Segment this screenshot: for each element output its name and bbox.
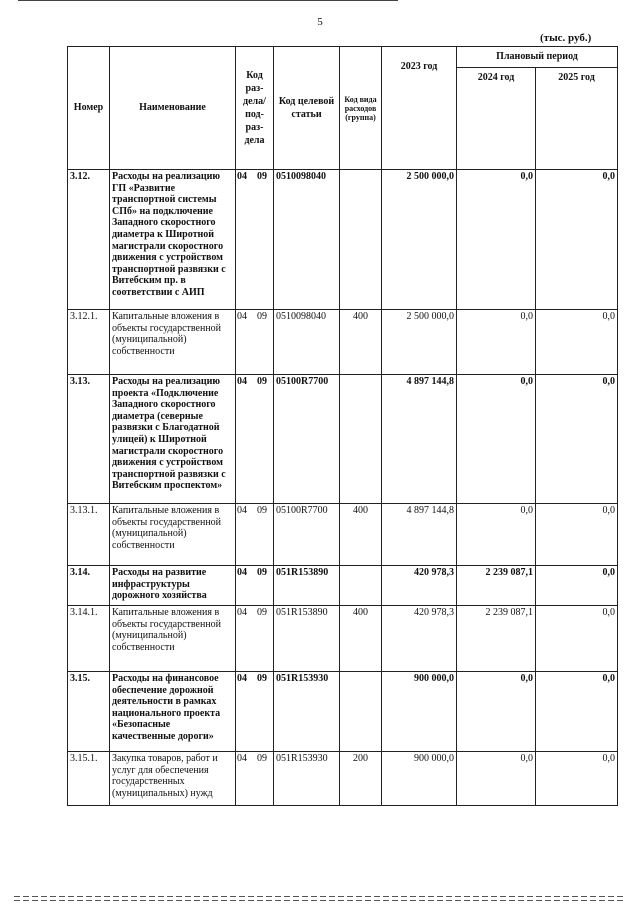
unit-label: (тыс. руб.) bbox=[540, 32, 592, 44]
row-2025: 0,0 bbox=[536, 606, 618, 672]
bottom-rule bbox=[14, 896, 626, 897]
row-number: 3.13. bbox=[68, 375, 110, 504]
header-2024: 2024 год bbox=[457, 68, 536, 170]
section-code: 04 bbox=[237, 607, 247, 618]
row-target: 051R153890 bbox=[274, 566, 340, 606]
subsection-code: 09 bbox=[257, 673, 267, 684]
subsection-code: 09 bbox=[257, 311, 267, 322]
section-code: 04 bbox=[237, 171, 247, 182]
row-2024: 2 239 087,1 bbox=[457, 566, 536, 606]
row-2024: 0,0 bbox=[457, 752, 536, 806]
row-target: 0510098040 bbox=[274, 170, 340, 310]
section-code: 04 bbox=[237, 311, 247, 322]
row-section bbox=[236, 170, 274, 310]
row-2023: 2 500 000,0 bbox=[382, 310, 457, 375]
section-code: 04 bbox=[237, 505, 247, 516]
row-type: 200 bbox=[340, 752, 382, 806]
row-2023: 4 897 144,8 bbox=[382, 504, 457, 566]
header-expense-type: Код вида расходов (группа) bbox=[340, 47, 382, 170]
header-target: Код целевой статьи bbox=[274, 47, 340, 170]
top-rule bbox=[18, 0, 398, 1]
row-2024: 0,0 bbox=[457, 504, 536, 566]
row-number: 3.15. bbox=[68, 672, 110, 752]
row-name: Расходы на реализацию проекта «Подключение Западного скоростного диаметра (северные развязки с Благодатной улицей) к Широтной магистрали скоростного движения с устройством транспортной развязки с Витебским проспектом» bbox=[110, 375, 236, 504]
row-number: 3.15.1. bbox=[68, 752, 110, 806]
row-name: Закупка товаров, работ и услуг для обеспечения государственных (муниципальных) нужд bbox=[110, 752, 236, 806]
row-target: 051R153930 bbox=[274, 752, 340, 806]
header-2023: 2023 год bbox=[382, 47, 457, 170]
row-2025: 0,0 bbox=[536, 504, 618, 566]
row-2023: 420 978,3 bbox=[382, 566, 457, 606]
row-number: 3.14. bbox=[68, 566, 110, 606]
bottom-rule bbox=[14, 900, 626, 901]
row-section bbox=[236, 606, 274, 672]
subsection-code: 09 bbox=[257, 607, 267, 618]
section-code: 04 bbox=[237, 753, 247, 764]
row-name: Капитальные вложения в объекты государственной (муниципальной) собственности bbox=[110, 310, 236, 375]
page-number: 5 bbox=[317, 16, 323, 28]
row-target: 0510098040 bbox=[274, 310, 340, 375]
row-target: 05100R7700 bbox=[274, 504, 340, 566]
section-code: 04 bbox=[237, 567, 247, 578]
row-type: 400 bbox=[340, 310, 382, 375]
header-number: Номер bbox=[68, 47, 110, 170]
row-2024: 0,0 bbox=[457, 310, 536, 375]
row-2024: 0,0 bbox=[457, 170, 536, 310]
row-name: Расходы на развитие инфраструктуры дорожного хозяйства bbox=[110, 566, 236, 606]
row-name: Капитальные вложения в объекты государственной (муниципальной) собственности bbox=[110, 606, 236, 672]
table-row bbox=[68, 375, 618, 504]
section-code: 04 bbox=[237, 673, 247, 684]
budget-table bbox=[67, 46, 618, 806]
row-type bbox=[340, 672, 382, 752]
row-target: 05100R7700 bbox=[274, 375, 340, 504]
subsection-code: 09 bbox=[257, 505, 267, 516]
row-2023: 4 897 144,8 bbox=[382, 375, 457, 504]
row-2024: 0,0 bbox=[457, 672, 536, 752]
table-row bbox=[68, 606, 618, 672]
row-2023: 900 000,0 bbox=[382, 672, 457, 752]
subsection-code: 09 bbox=[257, 171, 267, 182]
row-2025: 0,0 bbox=[536, 566, 618, 606]
header-name: Наименование bbox=[110, 47, 236, 170]
table-row bbox=[68, 752, 618, 806]
row-number: 3.12. bbox=[68, 170, 110, 310]
header-section: Код раз-дела/под-раз-дела bbox=[236, 47, 274, 170]
row-2025: 0,0 bbox=[536, 310, 618, 375]
row-number: 3.14.1. bbox=[68, 606, 110, 672]
row-section bbox=[236, 375, 274, 504]
row-type bbox=[340, 375, 382, 504]
subsection-code: 09 bbox=[257, 376, 267, 387]
row-2023: 900 000,0 bbox=[382, 752, 457, 806]
row-2025: 0,0 bbox=[536, 375, 618, 504]
row-target: 051R153890 bbox=[274, 606, 340, 672]
row-section bbox=[236, 310, 274, 375]
table-row bbox=[68, 504, 618, 566]
row-2024: 0,0 bbox=[457, 375, 536, 504]
row-section bbox=[236, 566, 274, 606]
row-name: Расходы на реализацию ГП «Развитие транспортной системы СПб» на подключение Западного скоростного диаметра к Широтной магистрали скоростного движения с устройством транспортной развязки с Витебским пр. в соответствии с АИП bbox=[110, 170, 236, 310]
row-name: Капитальные вложения в объекты государственной (муниципальной) собственности bbox=[110, 504, 236, 566]
row-section bbox=[236, 672, 274, 752]
row-2025: 0,0 bbox=[536, 752, 618, 806]
row-2025: 0,0 bbox=[536, 672, 618, 752]
header-planning-period: Плановый период bbox=[457, 47, 618, 68]
row-number: 3.12.1. bbox=[68, 310, 110, 375]
table-row bbox=[68, 672, 618, 752]
row-section bbox=[236, 752, 274, 806]
table-row bbox=[68, 170, 618, 310]
row-name: Расходы на финансовое обеспечение дорожной деятельности в рамках национального проекта «Безопасные качественные дороги» bbox=[110, 672, 236, 752]
row-type: 400 bbox=[340, 606, 382, 672]
row-2025: 0,0 bbox=[536, 170, 618, 310]
table-row bbox=[68, 566, 618, 606]
section-code: 04 bbox=[237, 376, 247, 387]
row-section bbox=[236, 504, 274, 566]
table-row bbox=[68, 310, 618, 375]
row-type bbox=[340, 566, 382, 606]
row-type bbox=[340, 170, 382, 310]
row-2023: 420 978,3 bbox=[382, 606, 457, 672]
row-type: 400 bbox=[340, 504, 382, 566]
header-2025: 2025 год bbox=[536, 68, 618, 170]
row-2023: 2 500 000,0 bbox=[382, 170, 457, 310]
row-number: 3.13.1. bbox=[68, 504, 110, 566]
subsection-code: 09 bbox=[257, 753, 267, 764]
row-target: 051R153930 bbox=[274, 672, 340, 752]
subsection-code: 09 bbox=[257, 567, 267, 578]
row-2024: 2 239 087,1 bbox=[457, 606, 536, 672]
